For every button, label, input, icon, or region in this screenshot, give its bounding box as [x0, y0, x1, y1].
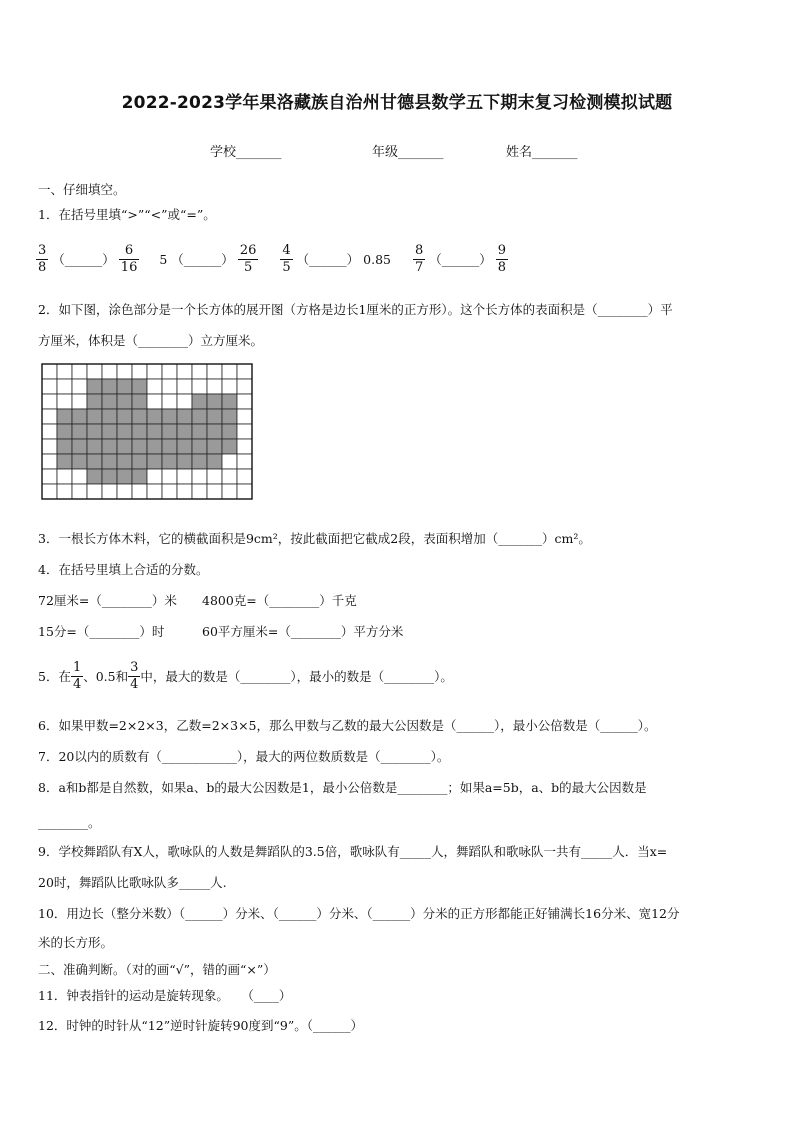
grid-cell	[132, 364, 147, 379]
grid-cell	[222, 484, 237, 499]
grid-cell	[222, 379, 237, 394]
grid-cell	[237, 379, 252, 394]
grid-cell	[237, 394, 252, 409]
question-7: 7．20以内的质数有（____________），最大的两位数质数是（________）。	[38, 749, 450, 764]
q5-mid: 、0.5和	[83, 668, 129, 684]
grid-cell-shaded	[102, 454, 117, 469]
question-8-line-1: 8．a和b都是自然数，如果a、b的最大公因数是1，最小公倍数是________；如果a=5b，a、b的最大公因数是	[38, 780, 647, 795]
grid-cell	[42, 454, 57, 469]
question-11: 11．钟表指针的运动是旋转现象。 （____）	[38, 988, 292, 1003]
grid-cell-shaded	[132, 394, 147, 409]
grid-cell	[177, 379, 192, 394]
grid-cell	[72, 469, 87, 484]
grid-cell-shaded	[222, 394, 237, 409]
grid-cell	[177, 394, 192, 409]
grid-cell-shaded	[222, 439, 237, 454]
grid-cell-shaded	[222, 409, 237, 424]
grid-cell	[222, 469, 237, 484]
grid-cell	[42, 439, 57, 454]
grid-cell-shaded	[87, 469, 102, 484]
grid-cell	[192, 484, 207, 499]
grid-cell-shaded	[57, 454, 72, 469]
grid-cell-shaded	[87, 454, 102, 469]
grid-cell	[177, 364, 192, 379]
grid-cell	[42, 424, 57, 439]
grid-cell	[237, 484, 252, 499]
grid-cell-shaded	[57, 439, 72, 454]
grid-cell	[177, 484, 192, 499]
grid-cell	[87, 364, 102, 379]
grid-cell-shaded	[162, 424, 177, 439]
grid-cell-shaded	[87, 394, 102, 409]
section-1-heading: 一、仔细填空。	[38, 182, 126, 197]
grid-cell	[147, 484, 162, 499]
school-field: 学校_______	[210, 145, 282, 160]
grid-cell	[207, 469, 222, 484]
grid-cell	[57, 469, 72, 484]
grid-cell-shaded	[87, 424, 102, 439]
grid-cell-shaded	[192, 409, 207, 424]
question-10-line-2: 米的长方形。	[38, 935, 114, 950]
grid-cell-shaded	[147, 409, 162, 424]
grid-cell-shaded	[87, 379, 102, 394]
grid-cell-shaded	[117, 469, 132, 484]
fraction: $\frac{4}{5}$	[282, 243, 291, 275]
q4-item-2: 4800克=（________）千克	[202, 593, 357, 608]
grid-cell-shaded	[192, 394, 207, 409]
grid-cell	[207, 364, 222, 379]
answer-blank: （______）	[52, 251, 115, 267]
grid-cell-shaded	[117, 424, 132, 439]
grid-cell-shaded	[222, 424, 237, 439]
grid-cell-shaded	[132, 424, 147, 439]
grid-cell	[42, 484, 57, 499]
grid-cell	[237, 439, 252, 454]
q4-item-4: 60平方厘米=（________）平方分米	[202, 624, 404, 639]
grid-cell-shaded	[102, 394, 117, 409]
grid-cell	[192, 379, 207, 394]
grid-cell	[147, 364, 162, 379]
grid-cell-shaded	[117, 394, 132, 409]
grid-cell-shaded	[132, 439, 147, 454]
grid-cell-shaded	[117, 454, 132, 469]
grid-cell	[237, 469, 252, 484]
grid-cell	[237, 409, 252, 424]
grade-field: 年级_______	[372, 145, 444, 160]
name-field: 姓名_______	[506, 145, 578, 160]
grid-cell-shaded	[207, 439, 222, 454]
q4-item-3: 15分=（________）时	[38, 624, 165, 639]
grid-cell	[237, 424, 252, 439]
grid-cell	[102, 364, 117, 379]
fraction: $\frac{3}{8}$	[38, 243, 47, 275]
answer-blank: （______）	[171, 251, 234, 267]
grid-cell	[222, 454, 237, 469]
question-12: 12．时钟的时针从“12”逆时针旋转90度到“9”。（______）	[38, 1018, 363, 1033]
grid-cell	[222, 364, 237, 379]
grid-svg	[40, 362, 254, 510]
grid-cell-shaded	[102, 409, 117, 424]
question-2-line-2: 方厘米，体积是（________）立方厘米。	[38, 333, 264, 348]
question-6: 6．如果甲数=2×2×3，乙数=2×3×5，那么甲数与乙数的最大公因数是（______），最小公倍数是（______）。	[38, 718, 657, 733]
grid-cell-shaded	[207, 409, 222, 424]
grid-cell-shaded	[147, 424, 162, 439]
fraction: $\frac{3}{4}$	[130, 660, 139, 692]
grid-cell-shaded	[207, 454, 222, 469]
grid-cell	[42, 364, 57, 379]
grid-cell-shaded	[87, 409, 102, 424]
grid-cell-shaded	[132, 379, 147, 394]
grid-cell	[117, 484, 132, 499]
grid-cell-shaded	[162, 439, 177, 454]
q5-prefix: 5．在	[38, 668, 71, 684]
grid-cell-shaded	[102, 439, 117, 454]
grid-cell-shaded	[207, 424, 222, 439]
grid-cell-shaded	[147, 454, 162, 469]
grid-cell-shaded	[207, 394, 222, 409]
number: 0.85	[363, 251, 391, 267]
question-9-line-1: 9．学校舞蹈队有X人，歌咏队的人数是舞蹈队的3.5倍，歌咏队有_____人，舞蹈队和歌咏队一共有_____人．当x=	[38, 844, 668, 859]
fraction: $\frac{9}{8}$	[497, 243, 507, 275]
page-title: 2022-2023学年果洛藏族自治州甘德县数学五下期末复习检测模拟试题	[121, 93, 673, 113]
section-2-heading: 二、准确判断。（对的画“√”，错的画“×”）	[38, 962, 276, 977]
grid-cell	[102, 484, 117, 499]
grid-cell-shaded	[147, 439, 162, 454]
grid-cell	[57, 364, 72, 379]
grid-cell-shaded	[72, 439, 87, 454]
number: 5	[159, 251, 168, 267]
grid-cell-shaded	[132, 469, 147, 484]
grid-cell-shaded	[87, 439, 102, 454]
grid-cell-shaded	[117, 439, 132, 454]
fraction: $\frac{6}{16}$	[120, 243, 138, 275]
net-grid-figure	[40, 362, 254, 514]
question-4: 4．在括号里填上合适的分数。	[38, 562, 209, 577]
grid-cell	[162, 394, 177, 409]
grid-cell	[132, 484, 147, 499]
fraction: $\frac{8}{7}$	[415, 243, 424, 275]
grid-cell-shaded	[72, 424, 87, 439]
grid-cell	[162, 379, 177, 394]
grid-cell-shaded	[72, 454, 87, 469]
q4-item-1: 72厘米=（________）米	[38, 593, 177, 608]
grid-cell-shaded	[132, 454, 147, 469]
question-1: 1．在括号里填“>”“<”或“=”。	[38, 207, 216, 222]
grid-cell	[192, 364, 207, 379]
grid-cell	[42, 409, 57, 424]
grid-cell	[57, 394, 72, 409]
question-8-line-2: ________。	[38, 815, 101, 830]
grid-cell	[207, 484, 222, 499]
grid-cell	[147, 394, 162, 409]
answer-blank: （______）	[296, 251, 360, 267]
grid-cell	[162, 484, 177, 499]
grid-cell-shaded	[177, 409, 192, 424]
grid-cell	[72, 484, 87, 499]
grid-cell-shaded	[102, 469, 117, 484]
grid-cell-shaded	[72, 409, 87, 424]
grid-cell	[237, 454, 252, 469]
grid-cell-shaded	[57, 424, 72, 439]
grid-cell	[57, 484, 72, 499]
question-2-line-1: 2．如下图，涂色部分是一个长方体的展开图（方格是边长1厘米的正方形）。这个长方体的表面积是（________）平	[38, 302, 673, 317]
grid-cell	[162, 364, 177, 379]
grid-cell	[57, 379, 72, 394]
q5-suffix: 中，最大的数是（________），最小的数是（________）。	[140, 668, 453, 684]
grid-cell-shaded	[177, 439, 192, 454]
grid-cell	[117, 364, 132, 379]
question-3: 3．一根长方体木料，它的横截面积是9cm²，按此截面把它截成2段，表面积增加（_______）cm²。	[38, 531, 591, 546]
grid-cell-shaded	[177, 424, 192, 439]
grid-cell	[72, 379, 87, 394]
grid-cell-shaded	[177, 454, 192, 469]
question-9-line-2: 20时，舞蹈队比歌咏队多_____人.	[38, 875, 227, 890]
grid-cell-shaded	[102, 424, 117, 439]
grid-cell	[42, 469, 57, 484]
grid-cell	[42, 394, 57, 409]
grid-cell	[207, 379, 222, 394]
question-5	[38, 660, 453, 693]
grid-cell	[147, 469, 162, 484]
question-10-line-1: 10．用边长（整分米数）（______）分米、（______）分米、（______）分米的正方形都能正好铺满长16分米、宽12分	[38, 906, 680, 921]
grid-cell	[162, 469, 177, 484]
fraction: $\frac{26}{5}$	[239, 243, 257, 275]
grid-cell-shaded	[117, 409, 132, 424]
grid-cell-shaded	[162, 409, 177, 424]
grid-cell	[147, 379, 162, 394]
grid-cell-shaded	[132, 409, 147, 424]
grid-cell	[87, 484, 102, 499]
grid-cell-shaded	[102, 379, 117, 394]
fraction: $\frac{1}{4}$	[72, 660, 82, 692]
grid-cell-shaded	[192, 454, 207, 469]
answer-blank: （______）	[429, 251, 492, 267]
grid-cell-shaded	[57, 409, 72, 424]
grid-cell-shaded	[117, 379, 132, 394]
grid-cell	[72, 394, 87, 409]
grid-cell	[177, 469, 192, 484]
grid-cell-shaded	[192, 439, 207, 454]
grid-cell	[42, 379, 57, 394]
grid-cell	[192, 469, 207, 484]
q1-comparisons	[36, 243, 508, 276]
grid-cell	[237, 364, 252, 379]
grid-cell-shaded	[192, 424, 207, 439]
grid-cell-shaded	[162, 454, 177, 469]
grid-cell	[72, 364, 87, 379]
